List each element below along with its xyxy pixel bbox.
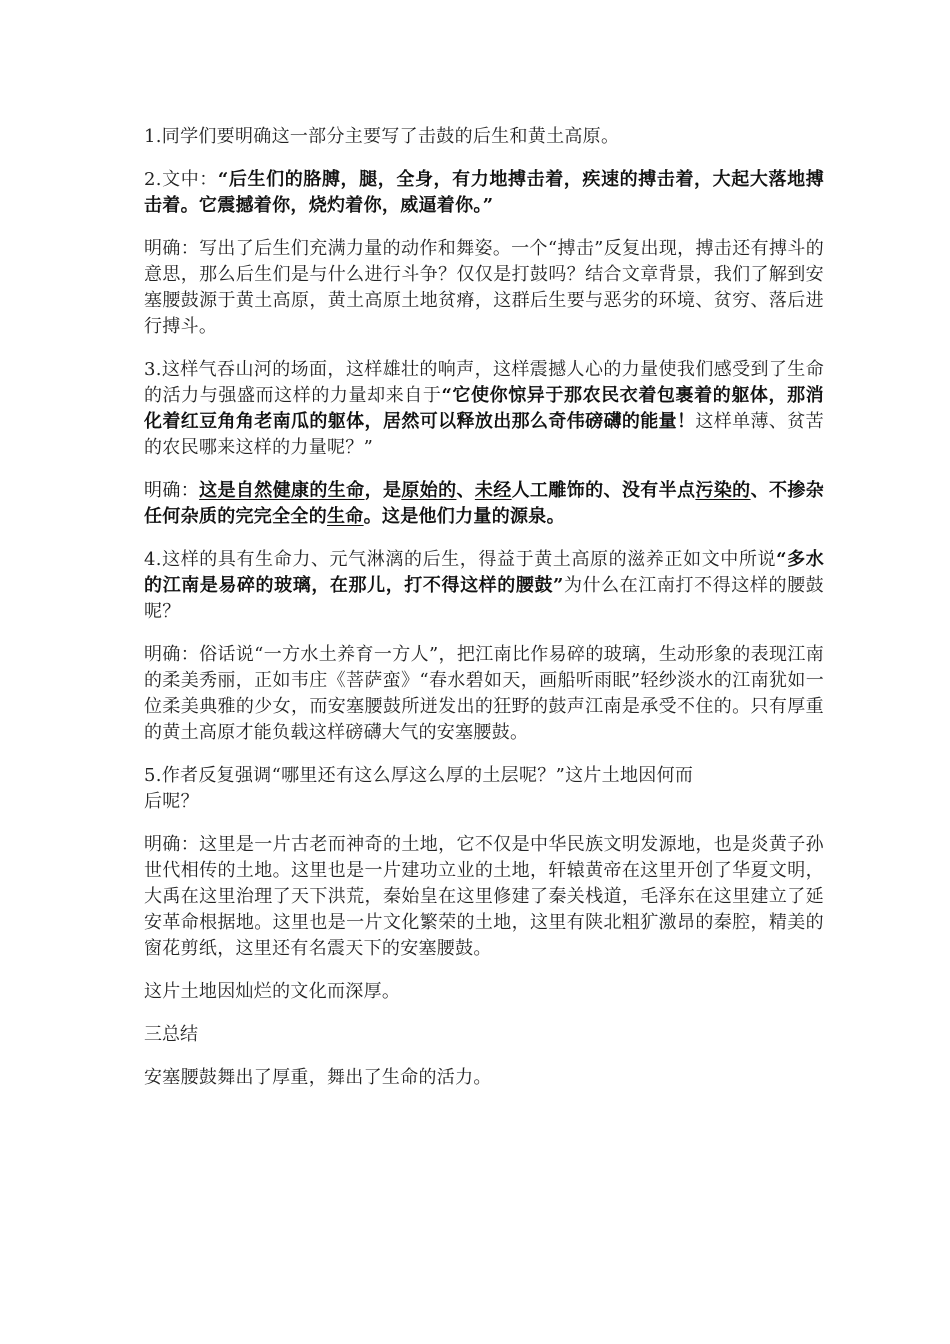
underlined-phrase: 生命 bbox=[327, 506, 364, 527]
underlined-phrase: 未经 bbox=[474, 480, 512, 501]
paragraph-text: 明确：写出了后生们充满力量的动作和舞姿。一个“搏击”反复出现，搏击还有搏斗的意思，那么后生们是与什么进行斗争？仅仅是打鼓吗？结合文章背景，我们了解到安塞腰鼓源于黄土高原，黄土高原土地贫瘠，这群后生要与恶劣的环境、贫穷、落后进行搏斗。 bbox=[144, 238, 824, 337]
bold-text: ，是 bbox=[364, 480, 402, 501]
underlined-phrase: 这是自然健康的生命 bbox=[199, 480, 365, 501]
underlined-phrase: 原始的 bbox=[401, 480, 457, 501]
paragraph-text: 安塞腰鼓舞出了厚重，舞出了生命的活力。 bbox=[144, 1067, 492, 1088]
paragraph-point-5 bbox=[144, 763, 824, 815]
paragraph-line: 后呢？ bbox=[144, 791, 199, 812]
paragraph-text: 这片土地因灿烂的文化而深厚。 bbox=[144, 981, 401, 1002]
bold-text: 、不掺杂任何杂质的完完全全的 bbox=[144, 480, 824, 527]
paragraph-point-2 bbox=[144, 167, 824, 219]
paragraph-point-4 bbox=[144, 547, 824, 625]
bold-text: 、 bbox=[456, 480, 475, 501]
document-page bbox=[144, 124, 824, 1108]
heading-text: 三总结 bbox=[144, 1024, 198, 1045]
paragraph-answer-5 bbox=[144, 832, 824, 962]
bold-quote: “它使你惊异于那农民衣着包裹着的躯体，那消化着红豆角角老南瓜的躯体，居然可以释放出那么奇伟磅礴的能量！ bbox=[144, 385, 824, 432]
bold-text: 。这是他们力量的源泉。 bbox=[363, 506, 565, 527]
paragraph-prefix: 3.这样气吞山河的场面，这样雄壮的响声，这样震撼人心的力量使我们感受到了生命的活力与强盛而这样的力量却来自于 bbox=[144, 359, 824, 406]
paragraph-suffix: 为什么在江南打不得这样的腰鼓呢？ bbox=[144, 575, 824, 622]
bold-text: 人工雕饰的、没有半点 bbox=[511, 480, 696, 501]
paragraph-line: 5.作者反复强调“哪里还有这么厚这么厚的土层呢？”这片土地因何而 bbox=[144, 765, 694, 786]
paragraph-answer-3 bbox=[144, 478, 824, 530]
bold-quote: “后生们的胳膊，腿，全身，有力地搏击着，疾速的搏击着，大起大落地搏击着。它震撼着你，烧灼着你，威逼着你。” bbox=[144, 169, 824, 216]
paragraph-conclusion bbox=[144, 979, 824, 1005]
section-heading-summary bbox=[144, 1022, 824, 1048]
paragraph-point-3 bbox=[144, 357, 824, 461]
paragraph-prefix: 明确： bbox=[144, 480, 200, 501]
paragraph-prefix: 2.文中： bbox=[144, 169, 218, 190]
paragraph-text: 明确：俗话说“一方水土养育一方人”，把江南比作易碎的玻璃，生动形象的表现江南的柔美秀丽，正如韦庄《菩萨蛮》“春水碧如天，画船听雨眠”轻纱淡水的江南犹如一位柔美典雅的少女，而安塞腰鼓所迸发出的狂野的鼓声江南是承受不住的。只有厚重的黄土高原才能负载这样磅礴大气的安塞腰鼓。 bbox=[144, 644, 824, 743]
paragraph-text: 明确：这里是一片古老而神奇的土地，它不仅是中华民族文明发源地，也是炎黄子孙世代相传的土地。这里也是一片建功立业的土地，轩辕黄帝在这里开创了华夏文明，大禹在这里治理了天下洪荒，秦始皇在这里修建了秦关栈道，毛泽东在这里建立了延安革命根据地。这里也是一片文化繁荣的土地，这里有陕北粗犷激昂的秦腔，精美的窗花剪纸，这里还有名震天下的安塞腰鼓。 bbox=[144, 834, 824, 959]
bold-quote: “多水的江南是易碎的玻璃，在那儿，打不得这样的腰鼓” bbox=[144, 549, 824, 596]
paragraph-answer-2 bbox=[144, 236, 824, 340]
paragraph-text: 1.同学们要明确这一部分主要写了击鼓的后生和黄土高原。 bbox=[144, 126, 620, 147]
underlined-phrase: 污染的 bbox=[695, 480, 751, 501]
paragraph-point-1 bbox=[144, 124, 824, 150]
paragraph-prefix: 4.这样的具有生命力、元气淋漓的后生，得益于黄土高原的滋养正如文中所说 bbox=[144, 549, 777, 570]
paragraph-suffix: 这样单薄、贫苦的农民哪来这样的力量呢？” bbox=[144, 411, 824, 458]
paragraph-summary bbox=[144, 1065, 824, 1091]
paragraph-answer-4 bbox=[144, 642, 824, 746]
